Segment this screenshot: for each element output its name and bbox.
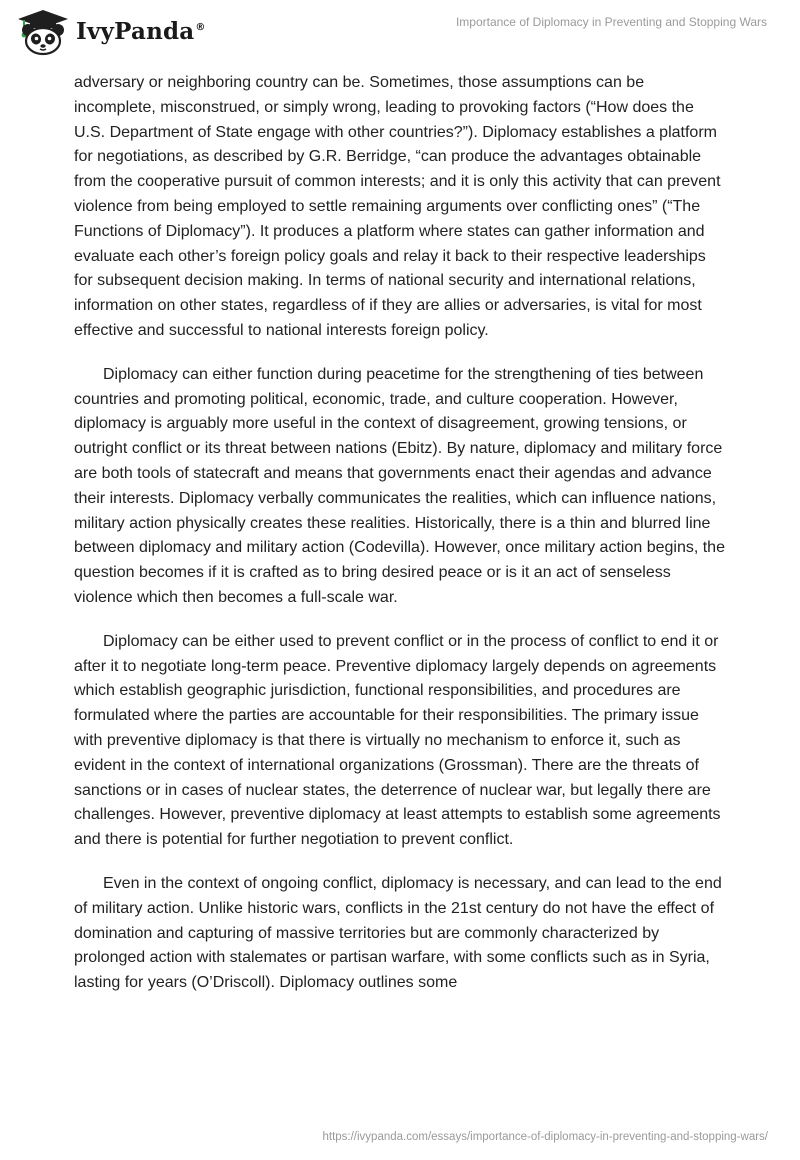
document-title: Importance of Diplomacy in Preventing and Stopping Wars bbox=[455, 15, 767, 29]
ivypanda-logo[interactable] bbox=[14, 8, 206, 56]
source-url[interactable]: https://ivypanda.com/essays/importance-of-diplomacy-in-preventing-and-stopping-wars/ bbox=[322, 1131, 768, 1143]
paragraph-continuation: adversary or neighboring country can be. Sometimes, those assumptions can be incomplete, misconstrued, or simply wrong, leading to provoking factors (“How does the U.S. Department of State engage with other countries?”). Diplomacy establishes a platform for negotiations, as described by G.R. Berridge, “can produce the advantages obtainable from the cooperative pursuit of common interests; and it is only this activity that can prevent violence from being employed to settle remaining arguments over conflicting ones” (“The Functions of Diplomacy”). It produces a platform where states can gather information and evaluate each other’s foreign policy goals and relay it back to their respective leaderships for subsequent decision making. In terms of national security and international relations, information on other states, regardless of if they are allies or adversaries, is vital for most effective and successful to national interests foreign policy. bbox=[74, 74, 721, 339]
paragraph: Diplomacy can either function during peacetime for the strengthening of ties between countries and promoting political, economic, trade, and culture cooperation. However, diplomacy is arguably more useful in the context of disagreement, growing tensions, or outright conflict or its threat between nations (Ebitz). By nature, diplomacy and military force are both tools of statecraft and means that governments enact their agendas and advance their interests. Diplomacy verbally communicates the realities, which can influence nations, military action physically creates these realities. Historically, there is a thin and blurred line between diplomacy and military action (Codevilla). However, once military action begins, the question becomes if it is crafted as to bring desired peace or is it an act of senseless violence which then becomes a full-scale war. bbox=[74, 365, 725, 606]
essay-body bbox=[74, 71, 726, 1015]
paragraph: Even in the context of ongoing conflict, diplomacy is necessary, and can lead to the end of military action. Unlike historic wars, conflicts in the 21st century do not have the effect of domination and capturing of massive territories but are commonly characterized by prolonged action with stalemates or partisan warfare, with some conflicts such as in Syria, lasting for years (O’Driscoll). Diplomacy outlines some bbox=[74, 874, 722, 992]
paragraph: Diplomacy can be either used to prevent conflict or in the process of conflict to end it or after it to negotiate long-term peace. Preventive diplomacy largely depends on agreements which establish geographic jurisdiction, functional responsibilities, and procedures are formulated where the parties are accountable for their responsibilities. The primary issue with preventive diplomacy is that there is virtually no mechanism to enforce it, such as evident in the context of international organizations (Grossman). There are the threats of sanctions or in cases of nuclear states, the deterrence of nuclear war, but legally there are challenges. However, preventive diplomacy at least attempts to establish some agreements and there is potential for further negotiation to prevent conflict. bbox=[74, 632, 721, 849]
brand-name: IvyPanda® bbox=[76, 17, 206, 45]
registered-mark: ® bbox=[195, 21, 206, 33]
page-header bbox=[0, 0, 800, 70]
panda-graduate-icon bbox=[14, 8, 72, 56]
